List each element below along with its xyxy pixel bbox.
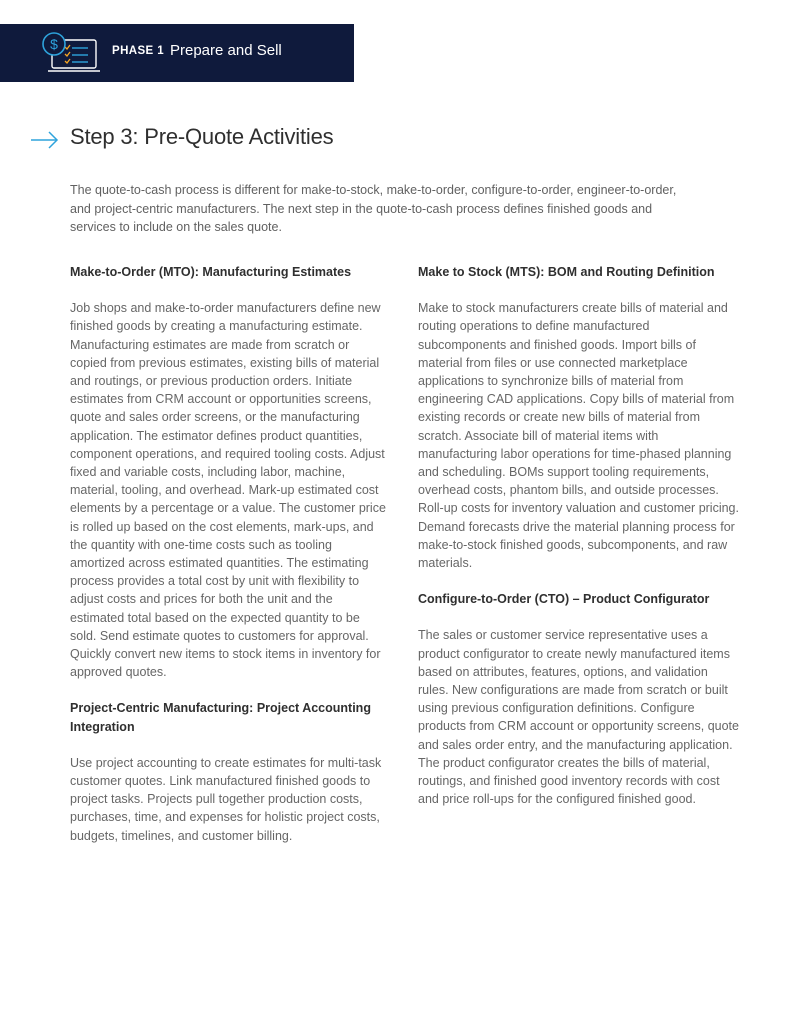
phase-number: PHASE 1 [112,45,165,57]
section-heading-project-centric: Project-Centric Manufacturing: Project Accounting Integration [70,701,371,734]
phase-title: Prepare and Sell [170,42,282,59]
checklist-dollar-icon [38,30,102,76]
intro-paragraph: The quote-to-cash process is different for make-to-stock, make-to-order, configure-to-order, engineer-to-order, and project-centric manufacturers. The next step in the quote-to-cash process defines finished goods and services to include on the sales quote. [70,183,677,234]
svg-text:$: $ [50,36,58,52]
section-body-mto: Job shops and make-to-order manufacturers define new finished goods by creating a manufacturing estimate. Manufacturing estimates are made from scratch or copied from previous estimates, existing bills of material and routings, or previous production orders. Initiate estimates from CRM account or opportunities screens, quote and sales order screens, or the manufacturing application. The estimator defines product quantities, component operations, and required tooling costs. Adjust fixed and variable costs, including labor, machine, material, tooling, and overhead. Mark-up estimated cost elements by a percentage or a value. The customer price is rolled up based on the cost elements, mark-ups, and the quantity with one-time costs such as tooling amortized across estimated quantities. The estimating process provides a total cost by unit with flexibility to adjust costs and prices for both the unit and the estimated total based on the expected quantity to be sold. Send estimate quotes to customers for approval. Quickly convert new items to stock items in inventory for approved quotes. [70,301,386,680]
arrow-right-icon [30,130,60,150]
section-body-mts: Make to stock manufacturers create bills of material and routing operations to define manufactured subcomponents and finished goods. Import bills of material from files or use connected marketplace applications to synchronize bills of material from engineering CAD applications. Copy bills of material from existing records or create new bills of material from scratch. Associate bill of material items with manufacturing labor operations for time-phased planning and scheduling. BOMs support tooling requirements, overhead costs, phantom bills, and outside processes. Roll-up costs for inventory valuation and customer pricing. Demand forecasts drive the material planning process for make-to-stock finished goods, subcomponents, and raw materials. [418,301,739,571]
section-body-cto: The sales or customer service representative uses a product configurator to create newly manufactured items based on attributes, features, options, and validation rules. New configurations are made from scratch or built using previous configuration definitions. Configure products from CRM account or opportunity screens, quote and sales order entry, and the manufacturing application. The product configurator creates the bills of material, routings, and finished good inventory records with cost and price roll-ups for the configured finished good. [418,628,739,807]
right-column [418,263,740,826]
step-title: Step 3: Pre-Quote Activities [70,124,334,149]
section-heading-cto: Configure-to-Order (CTO) – Product Configurator [418,592,710,607]
left-column [70,263,388,863]
section-heading-mts: Make to Stock (MTS): BOM and Routing Definition [418,265,715,279]
phase-banner [0,24,354,82]
section-heading-mto: Make-to-Order (MTO): Manufacturing Estimates [70,265,352,279]
section-body-project-centric: Use project accounting to create estimates for multi-task customer quotes. Link manufactured finished goods to project tasks. Projects pull together production costs, purchases, time, and expenses for holistic project costs, budgets, timelines, and customer billing. [70,755,382,843]
